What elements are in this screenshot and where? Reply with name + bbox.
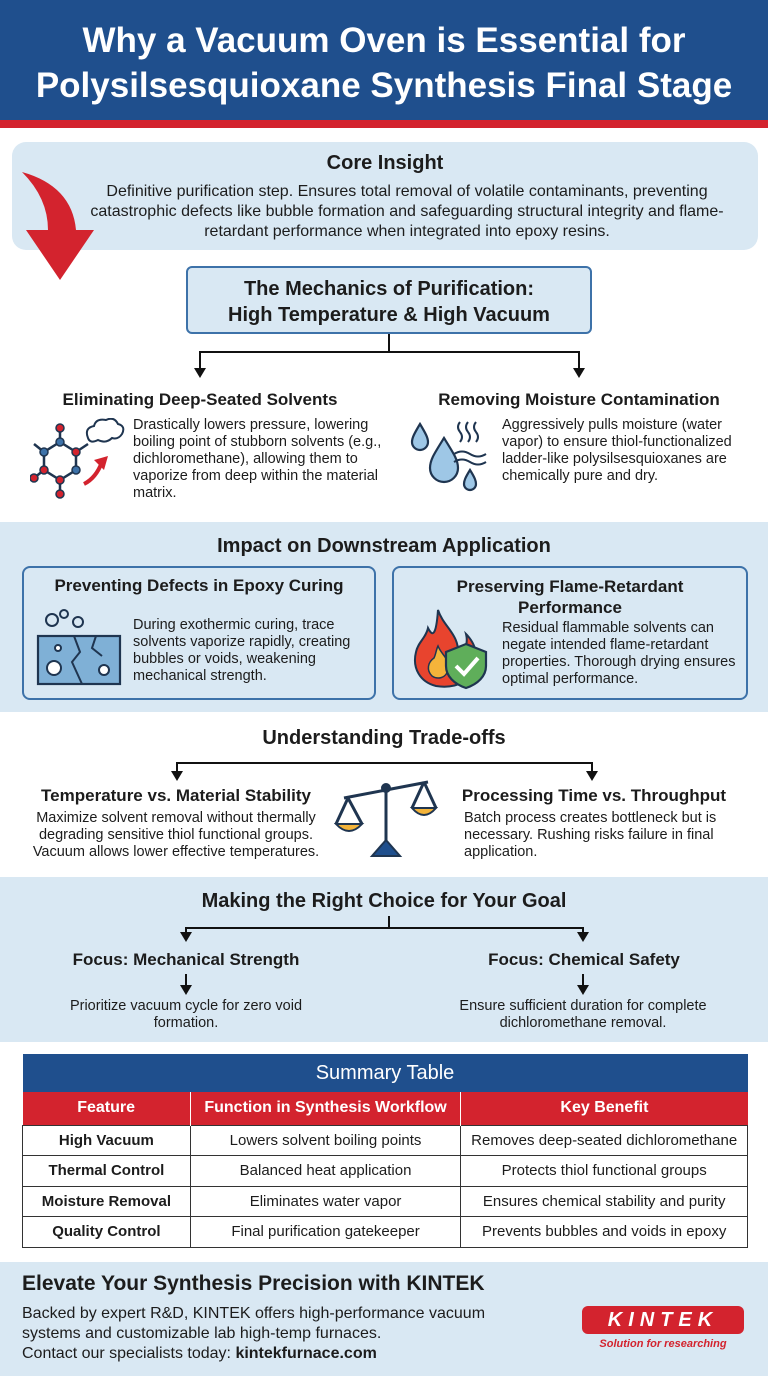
mechanical-strength-text: Prioritize vacuum cycle for zero void formation. [69, 998, 303, 1031]
temperature-title: Temperature vs. Material Stability [41, 786, 311, 805]
footer-title: Elevate Your Synthesis Precision with KINTEK [22, 1272, 485, 1295]
arrowhead-icon [180, 985, 192, 995]
solvents-text: Drastically lowers pressure, lowering boiling point of stubborn solvents (e.g., dichloromethane), allowing them to vaporize from deep within the material matrix. [133, 417, 382, 501]
logo-tagline: Solution for researching [599, 1338, 727, 1350]
table-row [23, 1217, 748, 1248]
table-cell: Thermal Control [23, 1156, 191, 1187]
moisture-title: Removing Moisture Contamination [438, 390, 720, 409]
table-cell: Moisture Removal [23, 1186, 191, 1217]
moisture-text: Aggressively pulls moisture (water vapor) to ensure thiol-functionalized ladder-like polysilsesquioxanes are chemically pure and dry. [502, 417, 732, 484]
molecule-vapor-icon [30, 418, 126, 500]
connector-line [578, 351, 580, 369]
table-cell: Removes deep-seated dichloromethane [461, 1125, 748, 1156]
footer-panel [0, 1262, 768, 1376]
connector-line [185, 927, 584, 929]
flame-retardant-text: Residual flammable solvents can negate intended flame-retardant properties. Thorough drying ensures optimal performance. [502, 620, 736, 687]
summary-table-title: Summary Table [23, 1054, 748, 1092]
table-cell: High Vacuum [23, 1125, 191, 1156]
table-cell: Quality Control [23, 1217, 191, 1248]
core-insight-text: Definitive purification step. Ensures total removal of volatile contaminants, preventing catastrophic defects like bubble formation and safeguarding structural integrity and flame-retardant performance when integrated into epoxy resins. [90, 183, 724, 240]
table-header: Feature [23, 1092, 191, 1125]
table-header: Key Benefit [461, 1092, 748, 1125]
cracked-block-bubbles-icon [34, 608, 124, 688]
connector-line [199, 351, 580, 353]
chemical-safety-text: Ensure sufficient duration for complete dichloromethane removal. [459, 998, 707, 1031]
kintek-logo [582, 1306, 748, 1354]
chemical-safety-title: Focus: Chemical Safety [488, 950, 680, 969]
impact-title: Impact on Downstream Application [217, 535, 551, 557]
header-stripe [0, 120, 768, 128]
arrowhead-icon [577, 932, 589, 942]
summary-table [22, 1054, 748, 1248]
table-row [23, 1125, 748, 1156]
solvents-title: Eliminating Deep-Seated Solvents [62, 390, 338, 409]
processing-text: Batch process creates bottleneck but is necessary. Rushing risks failure in final application. [464, 810, 717, 860]
table-cell: Balanced heat application [190, 1156, 461, 1187]
mechanics-box: The Mechanics of Purification: High Temperature & High Vacuum [186, 266, 592, 334]
table-row [23, 1156, 748, 1187]
arrowhead-icon [577, 985, 589, 995]
processing-title: Processing Time vs. Throughput [461, 786, 727, 805]
contact-link[interactable]: kintekfurnace.com [235, 1345, 377, 1362]
temperature-text: Maximize solvent removal without thermally degrading sensitive thiol functional groups. Vacuum allows lower effective temperatures. [32, 810, 320, 860]
table-header: Function in Synthesis Workflow [190, 1092, 461, 1125]
core-insight-panel [12, 142, 758, 250]
footer-text: Backed by expert R&D, KINTEK offers high-performance vacuum systems and customizable lab high-temp furnaces. Contact our specialists today: kintekfurnace.com [22, 1305, 486, 1362]
arrowhead-icon [573, 368, 585, 378]
page-title: Why a Vacuum Oven is Essential for Polysilsesquioxane Synthesis Final Stage [35, 21, 733, 105]
epoxy-defects-text: During exothermic curing, trace solvents vaporize rapidly, creating bubbles or voids, weakening mechanical strength. [133, 617, 351, 684]
water-drops-icon [408, 418, 494, 498]
table-row [23, 1186, 748, 1217]
epoxy-defects-title: Preventing Defects in Epoxy Curing [54, 576, 344, 595]
table-cell: Protects thiol functional groups [461, 1156, 748, 1187]
red-curved-arrow-icon [14, 168, 104, 288]
choice-title: Making the Right Choice for Your Goal [201, 890, 567, 912]
core-insight-title: Core Insight [326, 152, 444, 174]
flame-retardant-title: Preserving Flame-Retardant Performance [456, 577, 684, 617]
arrowhead-icon [180, 932, 192, 942]
table-cell: Prevents bubbles and voids in epoxy [461, 1217, 748, 1248]
table-cell: Lowers solvent boiling points [190, 1125, 461, 1156]
connector-line [388, 334, 390, 352]
tradeoffs-title: Understanding Trade-offs [262, 727, 506, 749]
logo-wordmark: KINTEK [582, 1306, 744, 1334]
balance-scale-icon [334, 766, 438, 862]
connector-line [199, 351, 201, 369]
arrowhead-icon [194, 368, 206, 378]
flame-shield-icon [408, 606, 492, 690]
mechanical-strength-title: Focus: Mechanical Strength [72, 950, 300, 969]
arrowhead-icon [171, 771, 183, 781]
connector-line [176, 762, 593, 764]
table-cell: Eliminates water vapor [190, 1186, 461, 1217]
arrowhead-icon [586, 771, 598, 781]
table-cell: Ensures chemical stability and purity [461, 1186, 748, 1217]
table-cell: Final purification gatekeeper [190, 1217, 461, 1248]
header-banner [0, 0, 768, 128]
